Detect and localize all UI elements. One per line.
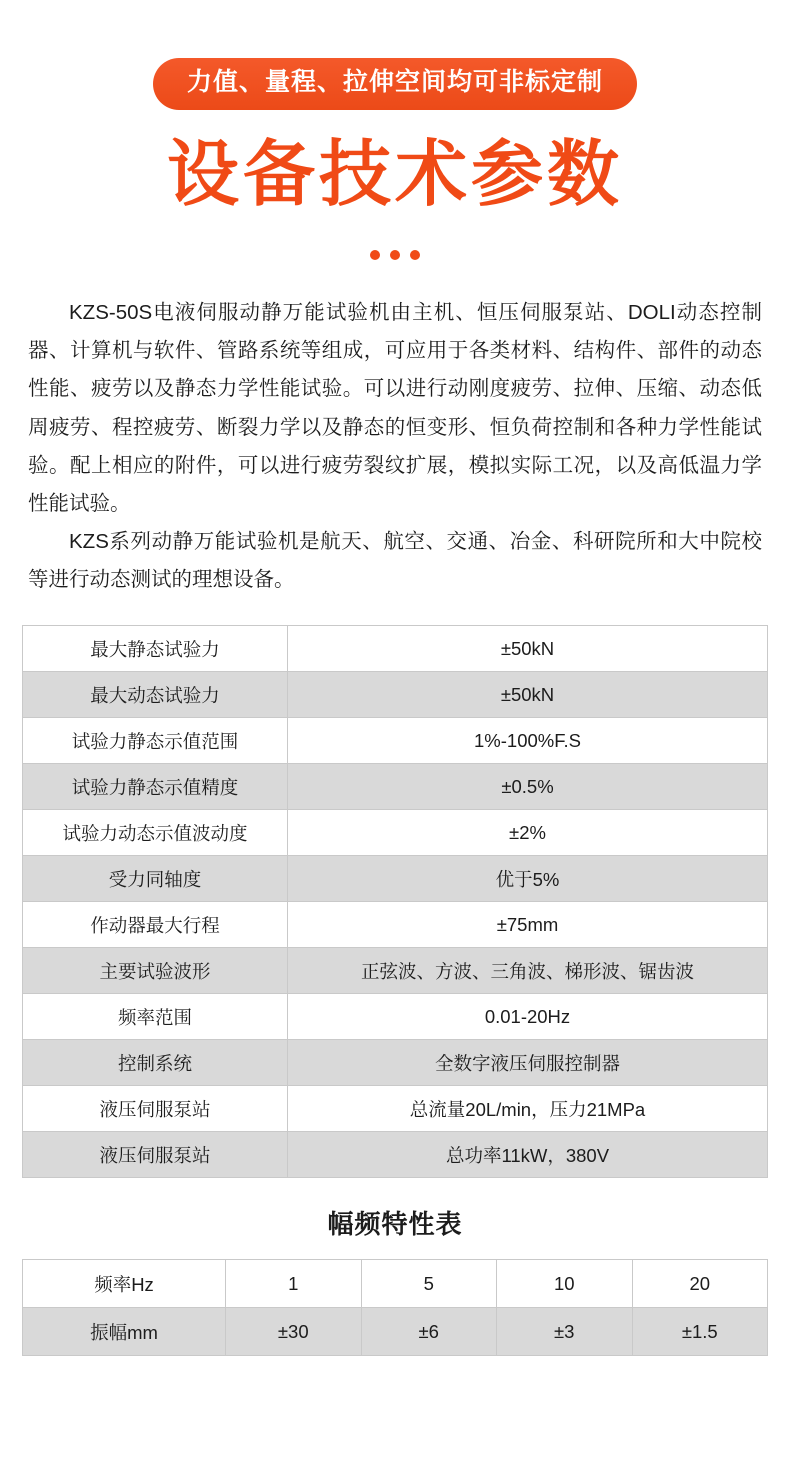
spec-value: ±2% — [288, 810, 768, 856]
banner-pill: 力值、量程、拉伸空间均可非标定制 — [153, 58, 637, 110]
table-row — [23, 994, 768, 1040]
spec-value: ±50kN — [288, 672, 768, 718]
table-row — [23, 1086, 768, 1132]
spec-key: 控制系统 — [23, 1040, 288, 1086]
spec-key: 作动器最大行程 — [23, 902, 288, 948]
amplitude-value: ±30 — [226, 1308, 362, 1356]
spec-value: ±0.5% — [288, 764, 768, 810]
page-title: 设备技术参数 — [166, 131, 623, 216]
spec-value: 总流量20L/min，压力21MPa — [288, 1086, 768, 1132]
freq-value: 5 — [361, 1260, 497, 1308]
spec-value: 总功率11kW，380V — [288, 1132, 768, 1178]
table-row — [23, 718, 768, 764]
freq-value: 20 — [632, 1260, 768, 1308]
spec-table — [22, 625, 768, 1178]
spec-key: 最大静态试验力 — [23, 626, 288, 672]
spec-key: 试验力动态示值波动度 — [23, 810, 288, 856]
spec-value: ±50kN — [288, 626, 768, 672]
table-row — [23, 1260, 768, 1308]
table-row — [23, 856, 768, 902]
spec-value: 正弦波、方波、三角波、梯形波、锯齿波 — [288, 948, 768, 994]
divider-dot-icon — [410, 250, 420, 260]
spec-value: 优于5% — [288, 856, 768, 902]
table-row — [23, 764, 768, 810]
paragraph-2: KZS系列动静万能试验机是航天、航空、交通、冶金、科研院所和大中院校等进行动态测试的理想设备。 — [28, 529, 762, 591]
table-row — [23, 1308, 768, 1356]
freq-row-label: 频率Hz — [23, 1260, 226, 1308]
amplitude-value: ±6 — [361, 1308, 497, 1356]
spec-key: 最大动态试验力 — [23, 672, 288, 718]
spec-key: 试验力静态示值精度 — [23, 764, 288, 810]
spec-value: ±75mm — [288, 902, 768, 948]
paragraph-1: KZS-50S电液伺服动静万能试验机由主机、恒压伺服泵站、DOLI动态控制器、计算机与软件、管路系统等组成，可应用于各类材料、结构件、部件的动态性能、疲劳以及静态力学性能试验。可以进行动刚度疲劳、拉伸、压缩、动态低周疲劳、程控疲劳、断裂力学以及静态的恒变形、恒负荷控制和各种力学性能试验。配上相应的附件，可以进行疲劳裂纹扩展，模拟实际工况，以及高低温力学性能试验。 — [28, 301, 762, 515]
table-row — [23, 672, 768, 718]
spec-key: 试验力静态示值范围 — [23, 718, 288, 764]
freq-row-label: 振幅mm — [23, 1308, 226, 1356]
table-row — [23, 1132, 768, 1178]
spec-value: 全数字液压伺服控制器 — [288, 1040, 768, 1086]
spec-value: 0.01-20Hz — [288, 994, 768, 1040]
description-block — [28, 294, 762, 599]
amplitude-value: ±3 — [497, 1308, 633, 1356]
divider-dot-icon — [390, 250, 400, 260]
spec-key: 主要试验波形 — [23, 948, 288, 994]
spec-key: 受力同轴度 — [23, 856, 288, 902]
frequency-response-table — [22, 1259, 768, 1356]
table-row — [23, 810, 768, 856]
spec-key: 液压伺服泵站 — [23, 1086, 288, 1132]
freq-value: 1 — [226, 1260, 362, 1308]
spec-key: 液压伺服泵站 — [23, 1132, 288, 1178]
freq-value: 10 — [497, 1260, 633, 1308]
spec-value: 1%-100%F.S — [288, 718, 768, 764]
divider-dot-icon — [370, 250, 380, 260]
table-row — [23, 948, 768, 994]
banner-row — [0, 0, 790, 110]
table-row — [23, 626, 768, 672]
dot-divider — [0, 250, 790, 260]
table-row — [23, 902, 768, 948]
section-subtitle: 幅频特性表 — [327, 1209, 463, 1240]
spec-key: 频率范围 — [23, 994, 288, 1040]
amplitude-value: ±1.5 — [632, 1308, 768, 1356]
table-row — [23, 1040, 768, 1086]
